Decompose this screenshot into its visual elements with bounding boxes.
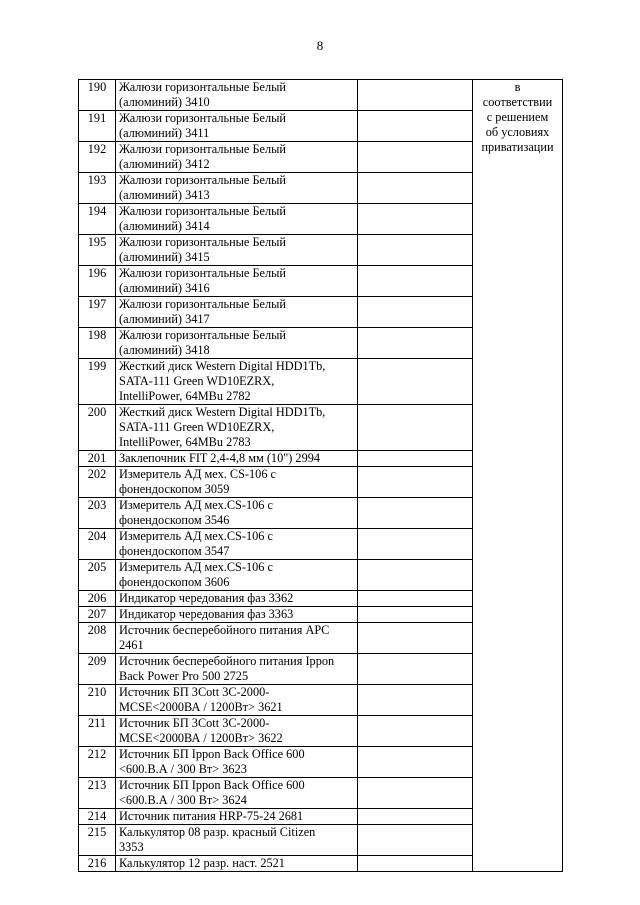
empty-cell	[358, 297, 473, 328]
page-number: 8	[316, 38, 324, 53]
row-number: 207	[79, 607, 116, 623]
item-name: Измеритель АД мех.CS-106 с фонендоскопом 3546	[116, 498, 358, 529]
item-name: Жалюзи горизонтальные Белый (алюминий) 3413	[116, 173, 358, 204]
row-number: 200	[79, 405, 116, 451]
empty-cell	[358, 856, 473, 872]
row-number: 213	[79, 778, 116, 809]
row-number: 190	[79, 80, 116, 111]
row-number: 204	[79, 529, 116, 560]
row-number: 216	[79, 856, 116, 872]
empty-cell	[358, 623, 473, 654]
row-number: 198	[79, 328, 116, 359]
row-number: 195	[79, 235, 116, 266]
row-number: 209	[79, 654, 116, 685]
row-number: 191	[79, 111, 116, 142]
item-name: Заклепочник FIT 2,4-4,8 мм (10") 2994	[116, 451, 358, 467]
row-number: 194	[79, 204, 116, 235]
row-number: 199	[79, 359, 116, 405]
empty-cell	[358, 451, 473, 467]
empty-cell	[358, 529, 473, 560]
empty-cell	[358, 235, 473, 266]
item-name: Источник БП 3Cott 3C-2000- MCSE<2000ВА / 1200Вт> 3621	[116, 685, 358, 716]
empty-cell	[358, 498, 473, 529]
empty-cell	[358, 716, 473, 747]
item-name: Источник БП Ippon Back Office 600 <600.В.А / 300 Вт> 3623	[116, 747, 358, 778]
item-name: Жалюзи горизонтальные Белый (алюминий) 3416	[116, 266, 358, 297]
empty-cell	[358, 266, 473, 297]
row-number: 201	[79, 451, 116, 467]
empty-cell	[358, 467, 473, 498]
table-row	[79, 80, 563, 111]
empty-cell	[358, 142, 473, 173]
empty-cell	[358, 111, 473, 142]
inventory-table	[78, 79, 563, 872]
row-number: 205	[79, 560, 116, 591]
item-name: Источник питания HRP-75-24 2681	[116, 809, 358, 825]
item-name: Жалюзи горизонтальные Белый (алюминий) 3414	[116, 204, 358, 235]
item-name: Источник БП 3Cott 3C-2000- MCSE<2000ВА / 1200Вт> 3622	[116, 716, 358, 747]
item-name: Калькулятор 08 разр. красный Citizen 3353	[116, 825, 358, 856]
empty-cell	[358, 685, 473, 716]
item-name: Жесткий диск Western Digital HDD1Tb, SATA-111 Green WD10EZRX, IntelliPower, 64MBu 2782	[116, 359, 358, 405]
empty-cell	[358, 204, 473, 235]
row-number: 211	[79, 716, 116, 747]
item-name: Жалюзи горизонтальные Белый (алюминий) 3418	[116, 328, 358, 359]
item-name: Измеритель АД мех.CS-106 с фонендоскопом 3606	[116, 560, 358, 591]
row-number: 202	[79, 467, 116, 498]
item-name: Измеритель АД мех.CS-106 с фонендоскопом 3547	[116, 529, 358, 560]
row-number: 192	[79, 142, 116, 173]
item-name: Жалюзи горизонтальные Белый (алюминий) 3411	[116, 111, 358, 142]
row-number: 203	[79, 498, 116, 529]
empty-cell	[358, 80, 473, 111]
row-number: 196	[79, 266, 116, 297]
item-name: Индикатор чередования фаз 3363	[116, 607, 358, 623]
empty-cell	[358, 328, 473, 359]
item-name: Источник БП Ippon Back Office 600 <600.В.А / 300 Вт> 3624	[116, 778, 358, 809]
row-number: 212	[79, 747, 116, 778]
item-name: Жесткий диск Western Digital HDD1Tb, SATA-111 Green WD10EZRX, IntelliPower, 64MBu 2783	[116, 405, 358, 451]
item-name: Жалюзи горизонтальные Белый (алюминий) 3412	[116, 142, 358, 173]
item-name: Жалюзи горизонтальные Белый (алюминий) 3417	[116, 297, 358, 328]
empty-cell	[358, 747, 473, 778]
empty-cell	[358, 405, 473, 451]
row-number: 210	[79, 685, 116, 716]
empty-cell	[358, 607, 473, 623]
row-number: 208	[79, 623, 116, 654]
row-number: 215	[79, 825, 116, 856]
empty-cell	[358, 359, 473, 405]
empty-cell	[358, 591, 473, 607]
row-number: 197	[79, 297, 116, 328]
empty-cell	[358, 173, 473, 204]
empty-cell	[358, 778, 473, 809]
item-name: Источник бесперебойного питания APC 2461	[116, 623, 358, 654]
item-name: Индикатор чередования фаз 3362	[116, 591, 358, 607]
empty-cell	[358, 809, 473, 825]
row-number: 214	[79, 809, 116, 825]
empty-cell	[358, 825, 473, 856]
item-name: Источник бесперебойного питания Ippon Back Power Pro 500 2725	[116, 654, 358, 685]
item-name: Жалюзи горизонтальные Белый (алюминий) 3410	[116, 80, 358, 111]
row-number: 193	[79, 173, 116, 204]
item-name: Жалюзи горизонтальные Белый (алюминий) 3415	[116, 235, 358, 266]
row-number: 206	[79, 591, 116, 607]
empty-cell	[358, 560, 473, 591]
empty-cell	[358, 654, 473, 685]
item-name: Измеритель АД мех. CS-106 с фонендоскопом 3059	[116, 467, 358, 498]
item-name: Калькулятор 12 разр. наст. 2521	[116, 856, 358, 872]
privatization-note: в соответствии с решением об условиях приватизации	[473, 80, 563, 872]
